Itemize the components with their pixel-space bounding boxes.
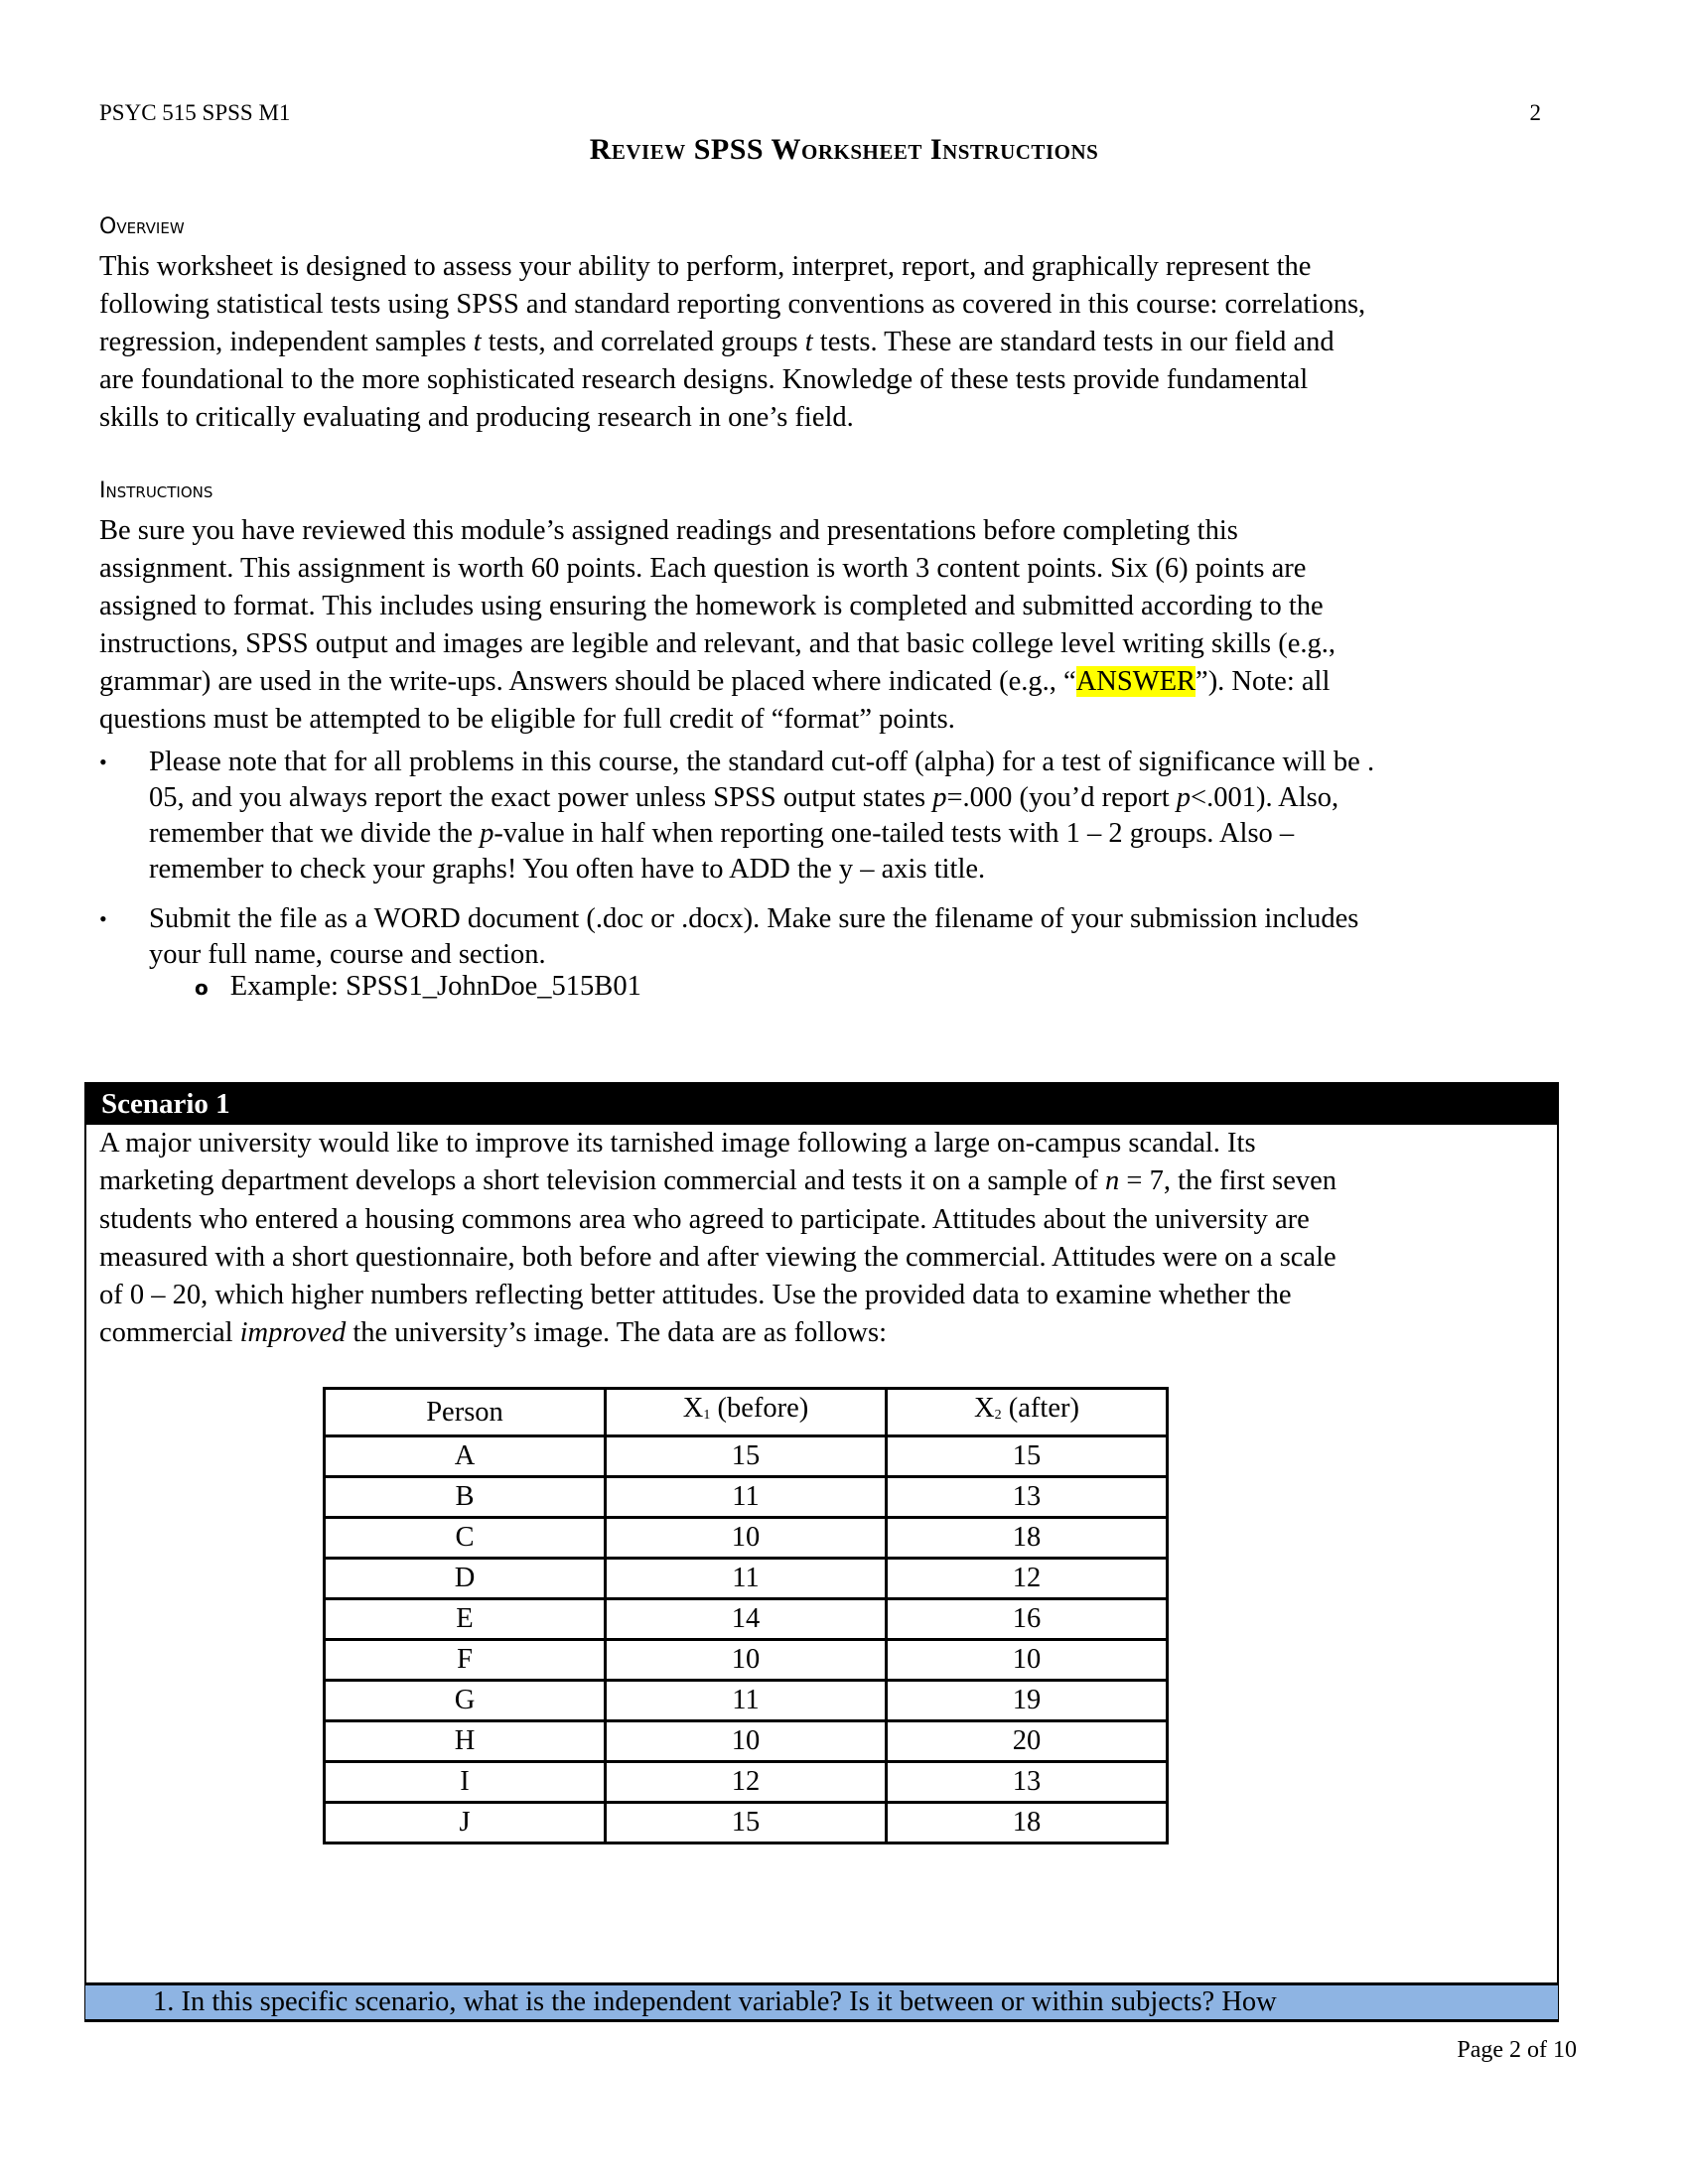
cell-person: J <box>325 1803 606 1843</box>
bullet-line: Submit the file as a WORD document (.doc or .docx). Make sure the filename of your submission includes <box>149 903 1359 934</box>
subscript: 1 <box>703 1408 711 1423</box>
cell-before: 11 <box>606 1477 887 1518</box>
instructions-heading: Instructions <box>99 478 213 503</box>
overview-heading: Overview <box>99 214 185 239</box>
bullet-icon: • <box>99 750 107 774</box>
scenario-line: measured with a short questionnaire, both before and after viewing the commercial. Attitudes were on a scale <box>99 1241 1336 1273</box>
cell-before: 12 <box>606 1762 887 1803</box>
scenario-line: students who entered a housing commons area who agreed to participate. Attitudes about the university are <box>99 1203 1310 1235</box>
table-row <box>325 1599 1168 1640</box>
example-text: Example: SPSS1_JohnDoe_515B01 <box>229 971 641 1002</box>
table-header-row <box>325 1389 1168 1436</box>
cell-before: 11 <box>606 1681 887 1721</box>
table-row <box>325 1681 1168 1721</box>
scenario-line <box>99 1314 1549 1352</box>
scenario-line: A major university would like to improve its tarnished image following a large on-campus scandal. Its <box>99 1128 1256 1159</box>
subscript: 2 <box>994 1408 1002 1423</box>
cell-before: 14 <box>606 1599 887 1640</box>
bullet-line: remember that we divide the p-value in half when reporting one-tailed tests with 1 – 2 groups. Also – <box>149 818 1295 849</box>
text: X <box>974 1393 995 1424</box>
cell-person: E <box>325 1599 606 1640</box>
cell-after: 19 <box>887 1681 1168 1721</box>
page-footer: Page 2 of 10 <box>1457 2037 1577 2063</box>
header-person: Person <box>325 1389 606 1436</box>
cell-after: 15 <box>887 1436 1168 1477</box>
text: X <box>682 1393 704 1424</box>
cell-person: D <box>325 1559 606 1599</box>
instructions-line-1: Be sure you have reviewed this module’s assigned readings and presentations before completing this <box>99 515 1238 546</box>
instructions-line-2: assignment. This assignment is worth 60 points. Each question is worth 3 content points. Six (6) points are <box>99 553 1307 584</box>
text: (before) <box>710 1393 809 1424</box>
page-title: Review SPSS Worksheet Instructions <box>589 133 1099 166</box>
table-row <box>325 1803 1168 1843</box>
table-row <box>325 1436 1168 1477</box>
bullet-text <box>149 901 1589 973</box>
cell-before: 10 <box>606 1518 887 1559</box>
cell-after: 10 <box>887 1640 1168 1681</box>
line5-post: ”). Note: all <box>1196 666 1331 697</box>
cell-after: 20 <box>887 1721 1168 1762</box>
text: the university’s image. The data are as follows: <box>346 1317 888 1349</box>
cell-before: 15 <box>606 1436 887 1477</box>
table-row <box>325 1721 1168 1762</box>
table-row <box>325 1640 1168 1681</box>
bullet-line: Please note that for all problems in this course, the standard cut-off (alpha) for a test of significance will be . <box>149 747 1375 777</box>
scenario-line: of 0 – 20, which higher numbers reflecting better attitudes. Use the provided data to examine whether the <box>99 1280 1292 1311</box>
cell-person: C <box>325 1518 606 1559</box>
bullet-alpha-note <box>99 745 1589 887</box>
instructions-line-6: questions must be attempted to be eligible for full credit of “format” points. <box>99 704 955 735</box>
overview-line-2: following statistical tests using SPSS and standard reporting conventions as covered in this course: correlations, <box>99 289 1366 320</box>
line5-pre: grammar) are used in the write-ups. Answers should be placed where indicated (e.g., “ <box>99 666 1076 697</box>
emphasis-text: improved <box>239 1317 347 1349</box>
header-before <box>606 1389 887 1436</box>
cell-person: G <box>325 1681 606 1721</box>
bullet-line: your full name, course and section. <box>149 939 546 970</box>
cell-after: 13 <box>887 1762 1168 1803</box>
cell-after: 13 <box>887 1477 1168 1518</box>
bullet-line: 05, and you always report the exact power unless SPSS output states p=.000 (you’d report p<.001). Also, <box>149 782 1339 813</box>
table-row <box>325 1477 1168 1518</box>
overview-line-3: regression, independent samples t tests, and correlated groups t tests. These are standard tests in our field and <box>99 327 1335 357</box>
table-row <box>325 1762 1168 1803</box>
text: (after) <box>1001 1393 1079 1424</box>
cell-person: F <box>325 1640 606 1681</box>
table-row <box>325 1518 1168 1559</box>
bullet-line: remember to check your graphs! You often have to ADD the y – axis title. <box>149 854 986 885</box>
instructions-line-3: assigned to format. This includes using ensuring the homework is completed and submitted according to the <box>99 591 1324 621</box>
scenario-line: marketing department develops a short television commercial and tests it on a sample of n = 7, the first seven <box>99 1165 1336 1197</box>
bullet-text <box>149 745 1589 887</box>
cell-after: 18 <box>887 1518 1168 1559</box>
overview-line-1: This worksheet is designed to assess your ability to perform, interpret, report, and graphically represent the <box>99 251 1312 282</box>
cell-before: 10 <box>606 1640 887 1681</box>
bullet-submission-note <box>99 901 1589 973</box>
overview-paragraph-full <box>99 248 1589 437</box>
running-header-course: PSYC 515 SPSS M1 <box>99 100 291 125</box>
header-after <box>887 1389 1168 1436</box>
text: commercial <box>99 1317 240 1349</box>
cell-person: H <box>325 1721 606 1762</box>
cell-person: I <box>325 1762 606 1803</box>
cell-before: 10 <box>606 1721 887 1762</box>
question-1-bar: 1. In this specific scenario, what is the independent variable? Is it between or within subjects? How <box>85 1982 1558 2022</box>
cell-person: B <box>325 1477 606 1518</box>
cell-after: 12 <box>887 1559 1168 1599</box>
instructions-paragraph <box>99 512 1589 739</box>
cell-after: 16 <box>887 1599 1168 1640</box>
bullet-icon: • <box>99 906 107 931</box>
cell-after: 18 <box>887 1803 1168 1843</box>
overview-line-4: are foundational to the more sophisticated research designs. Knowledge of these tests provide fundamental <box>99 364 1309 395</box>
running-header-page-number: 2 <box>1529 100 1541 125</box>
scenario-description <box>99 1125 1549 1353</box>
cell-person: A <box>325 1436 606 1477</box>
overview-line-5: skills to critically evaluating and producing research in one’s field. <box>99 402 854 433</box>
instructions-line-4: instructions, SPSS output and images are legible and relevant, and that basic college level writing skills (e.g., <box>99 628 1336 659</box>
cell-before: 11 <box>606 1559 887 1599</box>
cell-before: 15 <box>606 1803 887 1843</box>
instructions-line-5 <box>99 663 1589 701</box>
data-table <box>323 1387 1169 1844</box>
answer-highlight: ANSWER <box>1075 666 1196 697</box>
example-filename <box>195 971 641 1003</box>
table-row <box>325 1559 1168 1599</box>
sub-bullet-icon: o <box>195 976 209 1000</box>
scenario-title-bar: Scenario 1 <box>85 1083 1558 1125</box>
